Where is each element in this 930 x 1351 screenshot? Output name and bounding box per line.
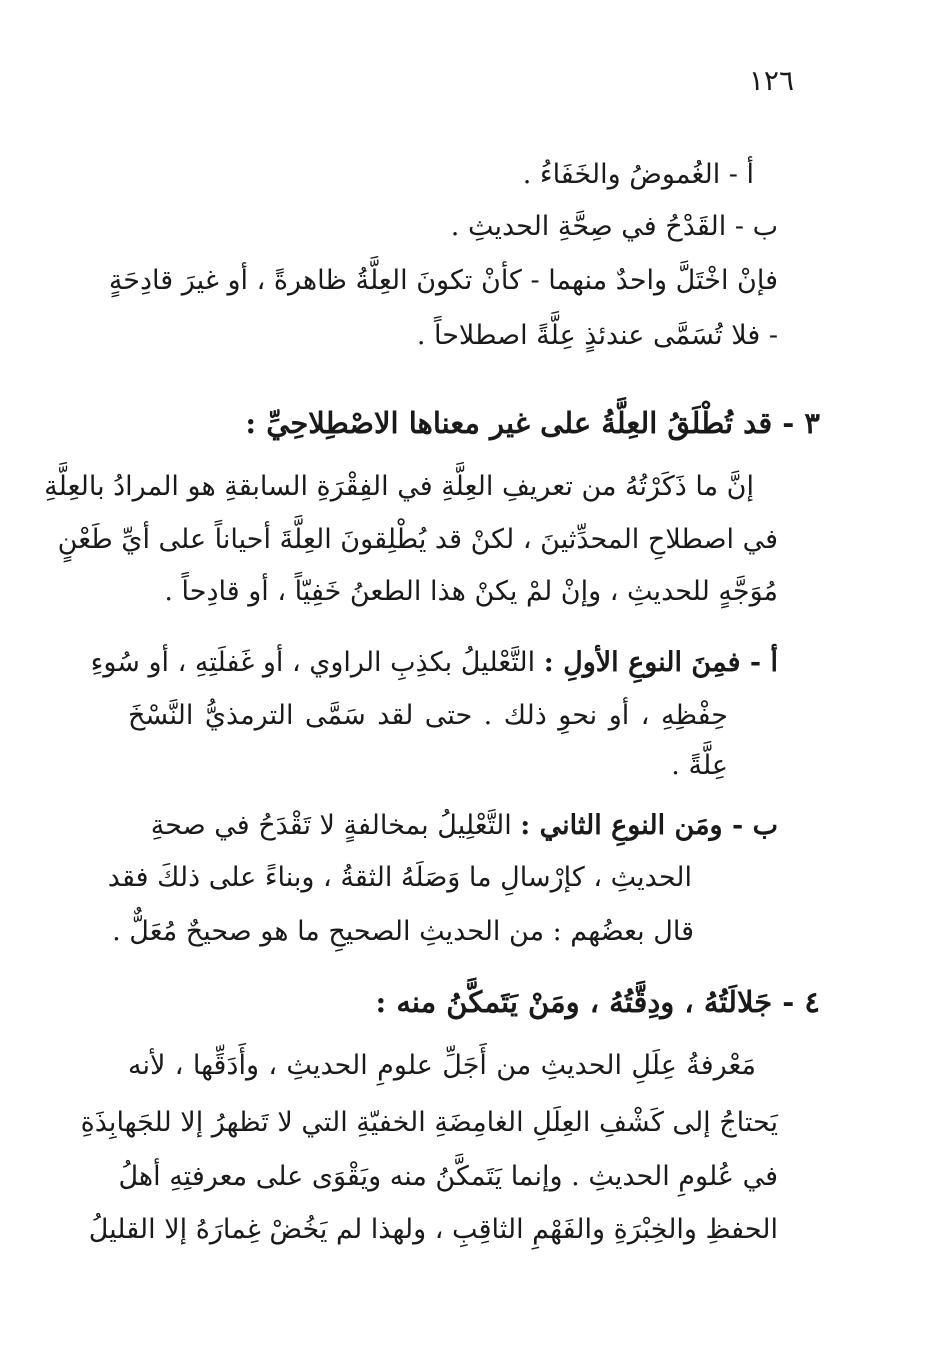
intro-item-a: أ - الغُموضُ والخَفَاءُ . [522, 159, 754, 190]
section-4-para-line-1: مَعْرفةُ عِلَلِ الحديثِ من أَجَلِّ علومِ الحديثِ ، وأَدَقِّها ، لأنه [128, 1050, 756, 1081]
section-3-item-b-label: ب - ومَن النوعِ الثاني : [520, 810, 778, 841]
intro-item-b: ب - القَدْحُ في صِحَّةِ الحديثِ . [450, 211, 778, 242]
section-3-item-a-line-3: عِلَّةً . [671, 750, 728, 781]
section-3-para-line-1: إنَّ ما ذَكَرْتُهُ من تعريفِ العِلَّةِ في الفِقْرَةِ السابقةِ هو المرادُ بالعِلَّةِ [44, 471, 754, 502]
section-4-para-line-2: يَحتاجُ إلى كَشْفِ العِلَلِ الغامِضَةِ الخفيّةِ التي لا تَظهرُ إلا للجَهابِذَةِ [80, 1107, 778, 1138]
section-3-item-a-line-1 [90, 643, 778, 683]
section-3-para-line-2: في اصطلاحِ المحدِّثينَ ، لكنْ قد يُطْلِقونَ العِلَّةَ أحياناً على أيِّ طَعْنٍ [57, 524, 778, 555]
intro-para-line-2: - فلا تُسَمَّى عندئذٍ عِلَّةً اصطلاحاً . [416, 320, 778, 351]
section-3-item-b-line-3: قال بعضُهم : من الحديثِ الصحيحِ ما هو صحيحٌ مُعَلٌّ . [112, 916, 694, 947]
section-3-item-b-line-1 [128, 806, 778, 846]
section-3-para-line-3: مُوَجَّهٍ للحديثِ ، وإنْ لمْ يكنْ هذا الطعنُ خَفِيّاً ، أو قادِحاً . [164, 576, 778, 607]
page-number: ١٢٦ [748, 64, 794, 97]
intro-para-line-1: فإنْ اخْتَلَّ واحدٌ منهما - كأنْ تكونَ العِلَّةُ ظاهرةً ، أو غيرَ قادِحَةٍ [108, 265, 778, 296]
section-3-item-a-text-1: التَّعْليلُ بكذِبِ الراوي ، أو غَفلَتِهِ ، أو سُوءِ [90, 647, 536, 678]
section-3-item-b-line-2: الحديثِ ، كإرْسالِ ما وَصَلَهُ الثقةُ ، وبناءً على ذلكَ فقد [107, 862, 692, 893]
section-3-item-b-text-1: التَّعْلِيلُ بمخالفةٍ لا تَقْدَحُ في صحةِ [150, 810, 512, 841]
section-3-item-a-label: أ - فمِنَ النوعِ الأولِ : [543, 647, 778, 678]
section-3-item-a-line-2: حِفْظِهِ ، أو نحوِ ذلك . حتى لقد سَمَّى الترمذيُّ النَّسْخَ [128, 700, 728, 731]
section-4-para-line-4: الحفظِ والخِبْرَةِ والفَهْمِ الثاقِبِ ، ولهذا لم يَخُضْ غِمارَهُ إلا القليلُ [88, 1214, 778, 1245]
section-4-heading: ٤ - جَلالَتُهُ ، ودِقَّتُهُ ، ومَنْ يَتَمكَّنُ منه : [375, 985, 820, 1019]
section-3-heading: ٣ - قد تُطْلَقُ العِلَّةُ على غير معناها الاصْطِلاحِيِّ : [245, 406, 820, 440]
section-4-para-line-3: في عُلومِ الحديثِ . وإنما يَتَمكَّنُ منه ويَقْوَى على معرفتِهِ أهلُ [118, 1161, 778, 1192]
